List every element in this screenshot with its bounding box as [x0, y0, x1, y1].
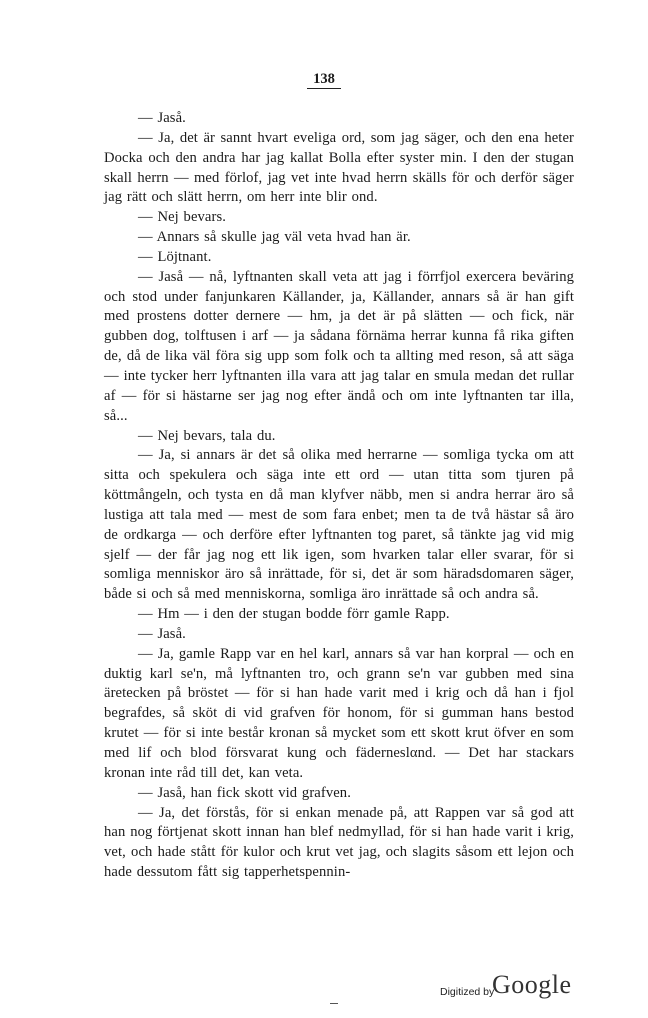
paragraph: — Ja, det förstås, för si enkan menade på, att Rappen var så god att han nog förtjenat skott innan han blef nedmyllad, för si han hade varit i krig, vet, och hade stått för kulor och krut vet jag, och slagits såsom ett lejon och hade dessutom fått sig tapperhetspennin-	[104, 804, 574, 881]
paragraph: — Ja, si annars är det så olika med herrarne — somliga tycka om att sitta och spekulera och säga inte ett ord — utan titta som tjuren på köttmångeln, och tysta en då man klyfver näbb, men si andra herrar äro så lustiga att tala med — mest de som fara enbet; men ta de två hästar så äro de ordkarga — och derföre efter lyftnanten tog paret, så tänkte jag vid mig sjelf — der får jag nog ett lik igen, som hvarken talar eller svarar, för si somliga menniskor äro så inrättade, för si, det är som häradsdomaren säger, både si och så med menniskorna, somliga äro inrättade så och andra så.	[104, 447, 574, 603]
paragraph: — Jaså — nå, lyftnanten skall veta att jag i förrfjol exercera beväring och stod under fanjunkaren Källander, ja, Källander, annars så är han gift med prostens dotter dernere — hm, ja det är på slätten — och fick, när gubben dog, tolftusen i arf — ja sådana förnäma herrar kunna få rika giften de, då de lika väl föra sig upp som folk och ta allting med reson, så att säga — inte tycker herr lyftnanten illa vara att jag talar en smula medan det rullar af — för si hästarne ser jag nog efter ändå och om inte lyftnanten tar illa, så...	[104, 268, 574, 424]
google-logo: Google	[492, 970, 572, 999]
digitized-watermark	[440, 970, 600, 1005]
paragraph: — Ja, det är sannt hvart eveliga ord, som jag säger, och den ena heter Docka och den andra har jag kallat Bolla efter syster min. I den der stugan skall herrn — med förlof, jag vet inte hvad herrn skälls för och derför säger jag rätt och slätt herrn, om herr inte blir ond.	[104, 129, 574, 206]
paragraph: — Löjtnant.	[138, 248, 212, 265]
paragraph: — Jaså.	[138, 625, 186, 642]
paragraph: — Jaså.	[138, 110, 186, 126]
page-number-text: 138	[307, 71, 341, 89]
paragraph: — Hm — i den der stugan bodde förr gamle Rapp.	[138, 606, 450, 623]
paragraph: — Annars så skulle jag väl veta hvad han är.	[138, 229, 411, 246]
body-text	[104, 109, 574, 883]
paragraph: — Ja, gamle Rapp var en hel karl, annars så var han korpral — och en duktig karl se'n, må lyftnanten tro, och grann se'n var gubben med sina äretecken på bröstet — för si han hade varit med i krig och då han i fjol begrafdes, så sköt di vid grafven för honom, för si gumman hans bestod krutet — för si inte består kronan så mycket som ett skott krut öfver en som med lif och blod försvarat kung och fäderneslαnd. — Det har stackars kronan inte råd till det, kan veta.	[104, 645, 574, 781]
page-number	[0, 71, 648, 88]
paragraph: — Jaså, han fick skott vid grafven.	[138, 784, 351, 801]
paragraph: — Nej bevars.	[138, 209, 226, 226]
page-mark	[330, 1003, 338, 1004]
digitized-by-text: Digitized by	[440, 986, 495, 998]
paragraph: — Nej bevars, tala du.	[138, 427, 276, 444]
